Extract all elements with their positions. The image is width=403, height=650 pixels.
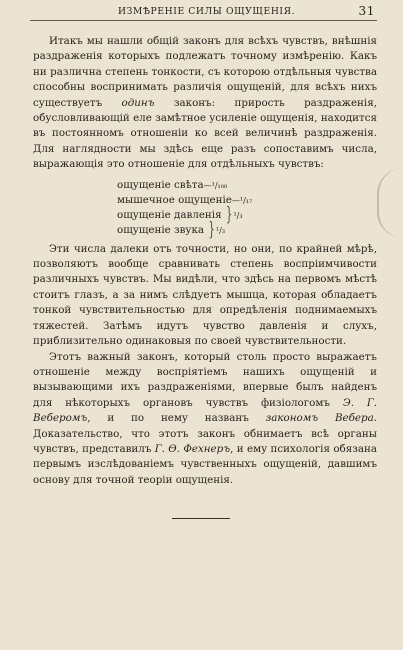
page-body bbox=[33, 34, 377, 488]
ratio-sound: ощущеніе звука }¹/₃ bbox=[117, 223, 377, 238]
running-header bbox=[0, 0, 403, 30]
brace: } bbox=[225, 203, 233, 226]
ratio-light: ощущеніе свѣта—¹/₁₀₀ bbox=[117, 178, 228, 191]
emphasis-odin: одинъ bbox=[121, 96, 155, 109]
paragraph-2: Эти числа далеки отъ точности, но они, по крайней мѣрѣ, позволяютъ вообще сравнивать степень воспріимчивости различныхъ чувствъ. Мы видѣли, что здѣсь на первомъ мѣстѣ стоитъ глазъ, а за нимъ слѣдуетъ мышца, которая обладаетъ тонкой чувствительностью для опредѣленія поднимаемыхъ тяжестей. Затѣмъ идутъ чувство давленія и слухъ, приблизительно одинаковыя по своей чувствительности. bbox=[33, 242, 377, 348]
running-title: ИЗМѢРЕНІЕ СИЛЫ ОЩУЩЕНІЯ. bbox=[118, 6, 296, 17]
section-separator bbox=[172, 518, 230, 519]
ratio-muscle: мышечное ощущеніе—¹/₁₇ bbox=[117, 193, 253, 206]
paragraph-1: Итакъ мы нашли общій законъ для всѣхъ чувствъ, внѣшнія раздраженія которыхъ подлежатъ точному измѣренію. Какъ ни различна степень тонкости, съ которою отдѣльныя чувства способны воспринимать различія ощущеній, для всѣхъ нихъ существуетъ одинъ законъ: прирость раздраженія, обусловливающій еле замѣтное усиленіе ощущенія, находится въ постоянномъ отношеніи ко всей величинѣ раздраженія. Для наглядности мы здѣсь еще разъ сопоставимъ числа, выражающія это отношеніе для отдѣльныхъ чувствъ: bbox=[33, 35, 377, 171]
page-number: 31 bbox=[358, 4, 375, 18]
emphasis-weber-name: Э. Г. Веберомъ bbox=[33, 396, 377, 425]
paragraph-3: Этотъ важный законъ, который столь просто выражаетъ отношеніе между воспріятіемъ нашихъ ощущеній и вызывающими ихъ раздраженіями, впервые былъ найденъ для нѣкоторыхъ органовъ чувствъ физіологомъ Э. Г. Веберомъ, и по нему названъ закономъ Вебера. Доказательство, что этотъ законъ обнимаетъ всѣ органы чувствъ, представилъ Г. Ѳ. Фехнеръ, и ему психологія обязана первымъ изслѣдованіемъ чувственныхъ ощущеній, давшимъ основу для точной теоріи ощущенія. bbox=[33, 350, 377, 486]
emphasis-weber-law: закономъ Вебера bbox=[265, 412, 374, 425]
ratio-pressure: ощущеніе давленія }¹/₃ bbox=[117, 208, 377, 223]
ratio-list bbox=[117, 178, 377, 241]
brace: } bbox=[208, 218, 215, 241]
header-rule bbox=[30, 20, 377, 21]
emphasis-fechner: Г. Ѳ. Фехнеръ bbox=[154, 442, 231, 455]
library-stamp-edge bbox=[377, 168, 403, 238]
